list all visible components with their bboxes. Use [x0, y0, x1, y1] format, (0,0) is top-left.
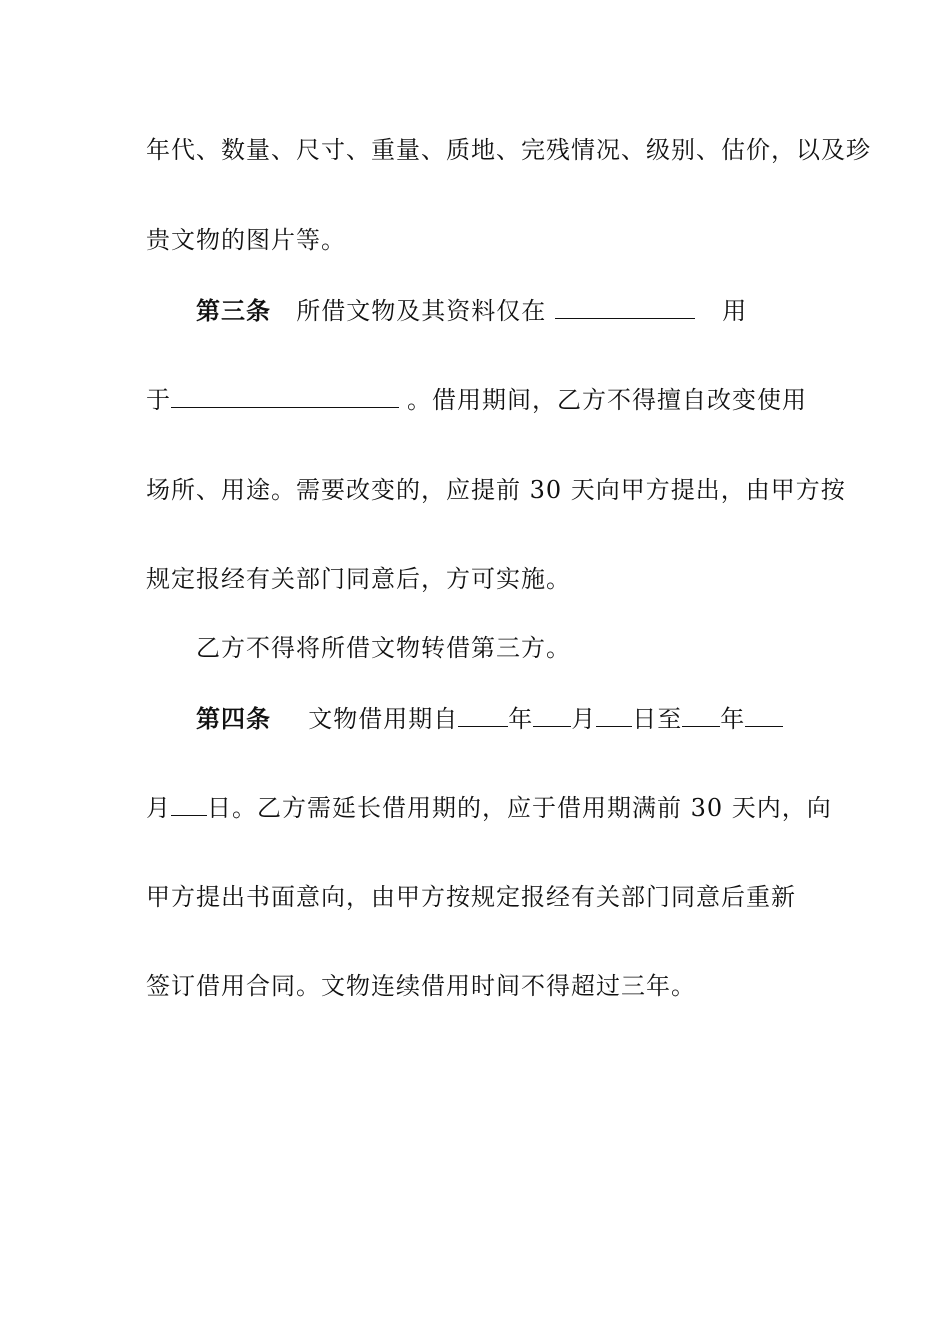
article-3-line-2-head: 于 [146, 386, 171, 414]
article-4-line-2 [146, 792, 832, 824]
article-4-line-2-tail: 日。乙方需延长借用期的，应于借用期满前 30 天内，向 [207, 794, 832, 822]
end-year-blank[interactable] [682, 704, 720, 727]
paragraph-line-2: 贵文物的图片等。 [146, 226, 346, 254]
article-3-line-3: 场所、用途。需要改变的，应提前 30 天向甲方提出，由甲方按 [146, 476, 846, 504]
end-day-blank[interactable] [171, 793, 207, 816]
no-sublending-clause: 乙方不得将所借文物转借第三方。 [196, 634, 571, 662]
start-month-blank[interactable] [533, 704, 571, 727]
start-day-blank[interactable] [596, 704, 632, 727]
end-month-blank[interactable] [745, 704, 783, 727]
article-3-line-4: 规定报经有关部门同意后，方可实施。 [146, 565, 571, 593]
end-year-label: 年 [720, 705, 746, 733]
article-4-line-4: 签订借用合同。文物连续借用时间不得超过三年。 [146, 972, 696, 1000]
article-3-line-2-tail: 。借用期间，乙方不得擅自改变使用 [407, 386, 807, 414]
article-4-line-3: 甲方提出书面意向，由甲方按规定报经有关部门同意后重新 [146, 883, 796, 911]
month-label: 月 [571, 705, 597, 733]
article-3-heading: 第三条 [196, 296, 271, 325]
article-3-line-1 [196, 295, 816, 327]
start-year-blank[interactable] [458, 704, 508, 727]
end-month-label: 月 [146, 794, 171, 822]
article-4-heading: 第四条 [196, 704, 271, 733]
article-3-text: 所借文物及其资料仅在 [296, 297, 547, 325]
article-4-text: 文物借用期自 [308, 705, 459, 733]
paragraph-line-1: 年代、数量、尺寸、重量、质地、完残情况、级别、估价，以及珍 [146, 136, 871, 164]
year-label: 年 [508, 705, 534, 733]
purpose-blank[interactable] [171, 385, 399, 408]
day-to-label: 日至 [632, 705, 683, 733]
article-3-tail: 用 [722, 297, 748, 325]
location-blank[interactable] [555, 296, 695, 319]
article-3-line-2 [146, 384, 816, 416]
article-4-line-1 [196, 703, 816, 735]
